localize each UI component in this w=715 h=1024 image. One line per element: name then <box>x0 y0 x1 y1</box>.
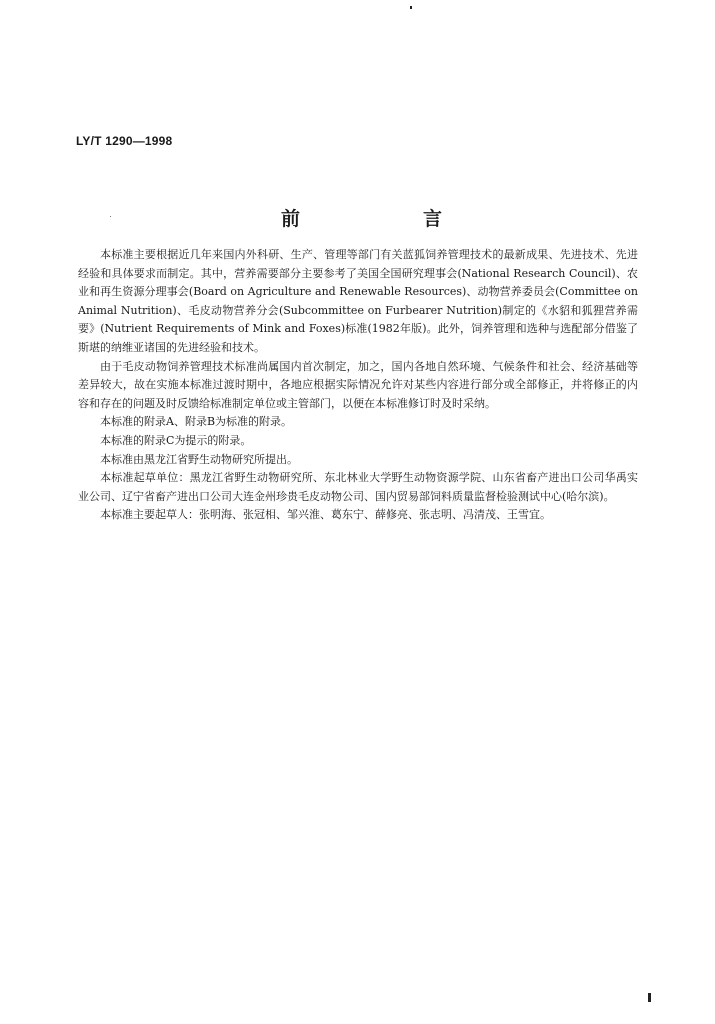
paragraph: 本标准由黑龙江省野生动物研究所提出。 <box>100 452 298 466</box>
paragraph: 由于毛皮动物饲养管理技术标准尚属国内首次制定，加之，国内各地自然环境、气候条件和社会、经济基础等差异较大，故在实施本标准过渡时期中，各地应根据实际情况允许对某些内容进行部分或全部修正，并将修正的内容和存在的问题及时反馈给标准制定单位或主管部门，以便在本标准修订时及时采纳。 <box>78 359 638 410</box>
paragraph: 本标准主要根据近几年来国内外科研、生产、管理等部门有关蓝狐饲养管理技术的最新成果、先进技术、先进经验和具体要求而制定。其中，营养需要部分主要参考了美国全国研究理事会(National Research Council)、农业和再生资源分理事会(Board on Agriculture and Renewable Resources)、动物营养委员会(Committee on Animal Nutrition)、毛皮动物营养分会(Subcommittee on Furbearer Nutrition)制定的《水貂和狐狸营养需要》(Nutrient Requirements of Mink and Foxes)标准(1982年版)。此外，饲养管理和选种与选配部分借鉴了斯堪的纳维亚诸国的先进经验和技术。 <box>78 248 638 354</box>
standard-code: LY/T 1290—1998 <box>76 134 173 148</box>
paragraph: 本标准的附录A、附录B为标准的附录。 <box>100 415 293 429</box>
page-marker <box>648 993 651 1002</box>
section-title: 前 言 <box>280 208 494 230</box>
paragraph: 本标准的附录C为提示的附录。 <box>100 433 252 447</box>
paragraph: 本标准起草单位：黑龙江省野生动物研究所、东北林业大学野生动物资源学院、山东省畜产进出口公司华禹实业公司、辽宁省畜产进出口公司大连金州珍贵毛皮动物公司、国内贸易部饲料质量监督检验测试中心(哈尔滨)。 <box>78 471 638 503</box>
paragraph: 本标准主要起草人：张明海、张冠相、邹兴淮、葛东宁、薛修亮、张志明、冯清茂、王雪宜。 <box>100 508 551 522</box>
scan-artifact <box>410 6 412 9</box>
foreword-body <box>78 246 638 525</box>
